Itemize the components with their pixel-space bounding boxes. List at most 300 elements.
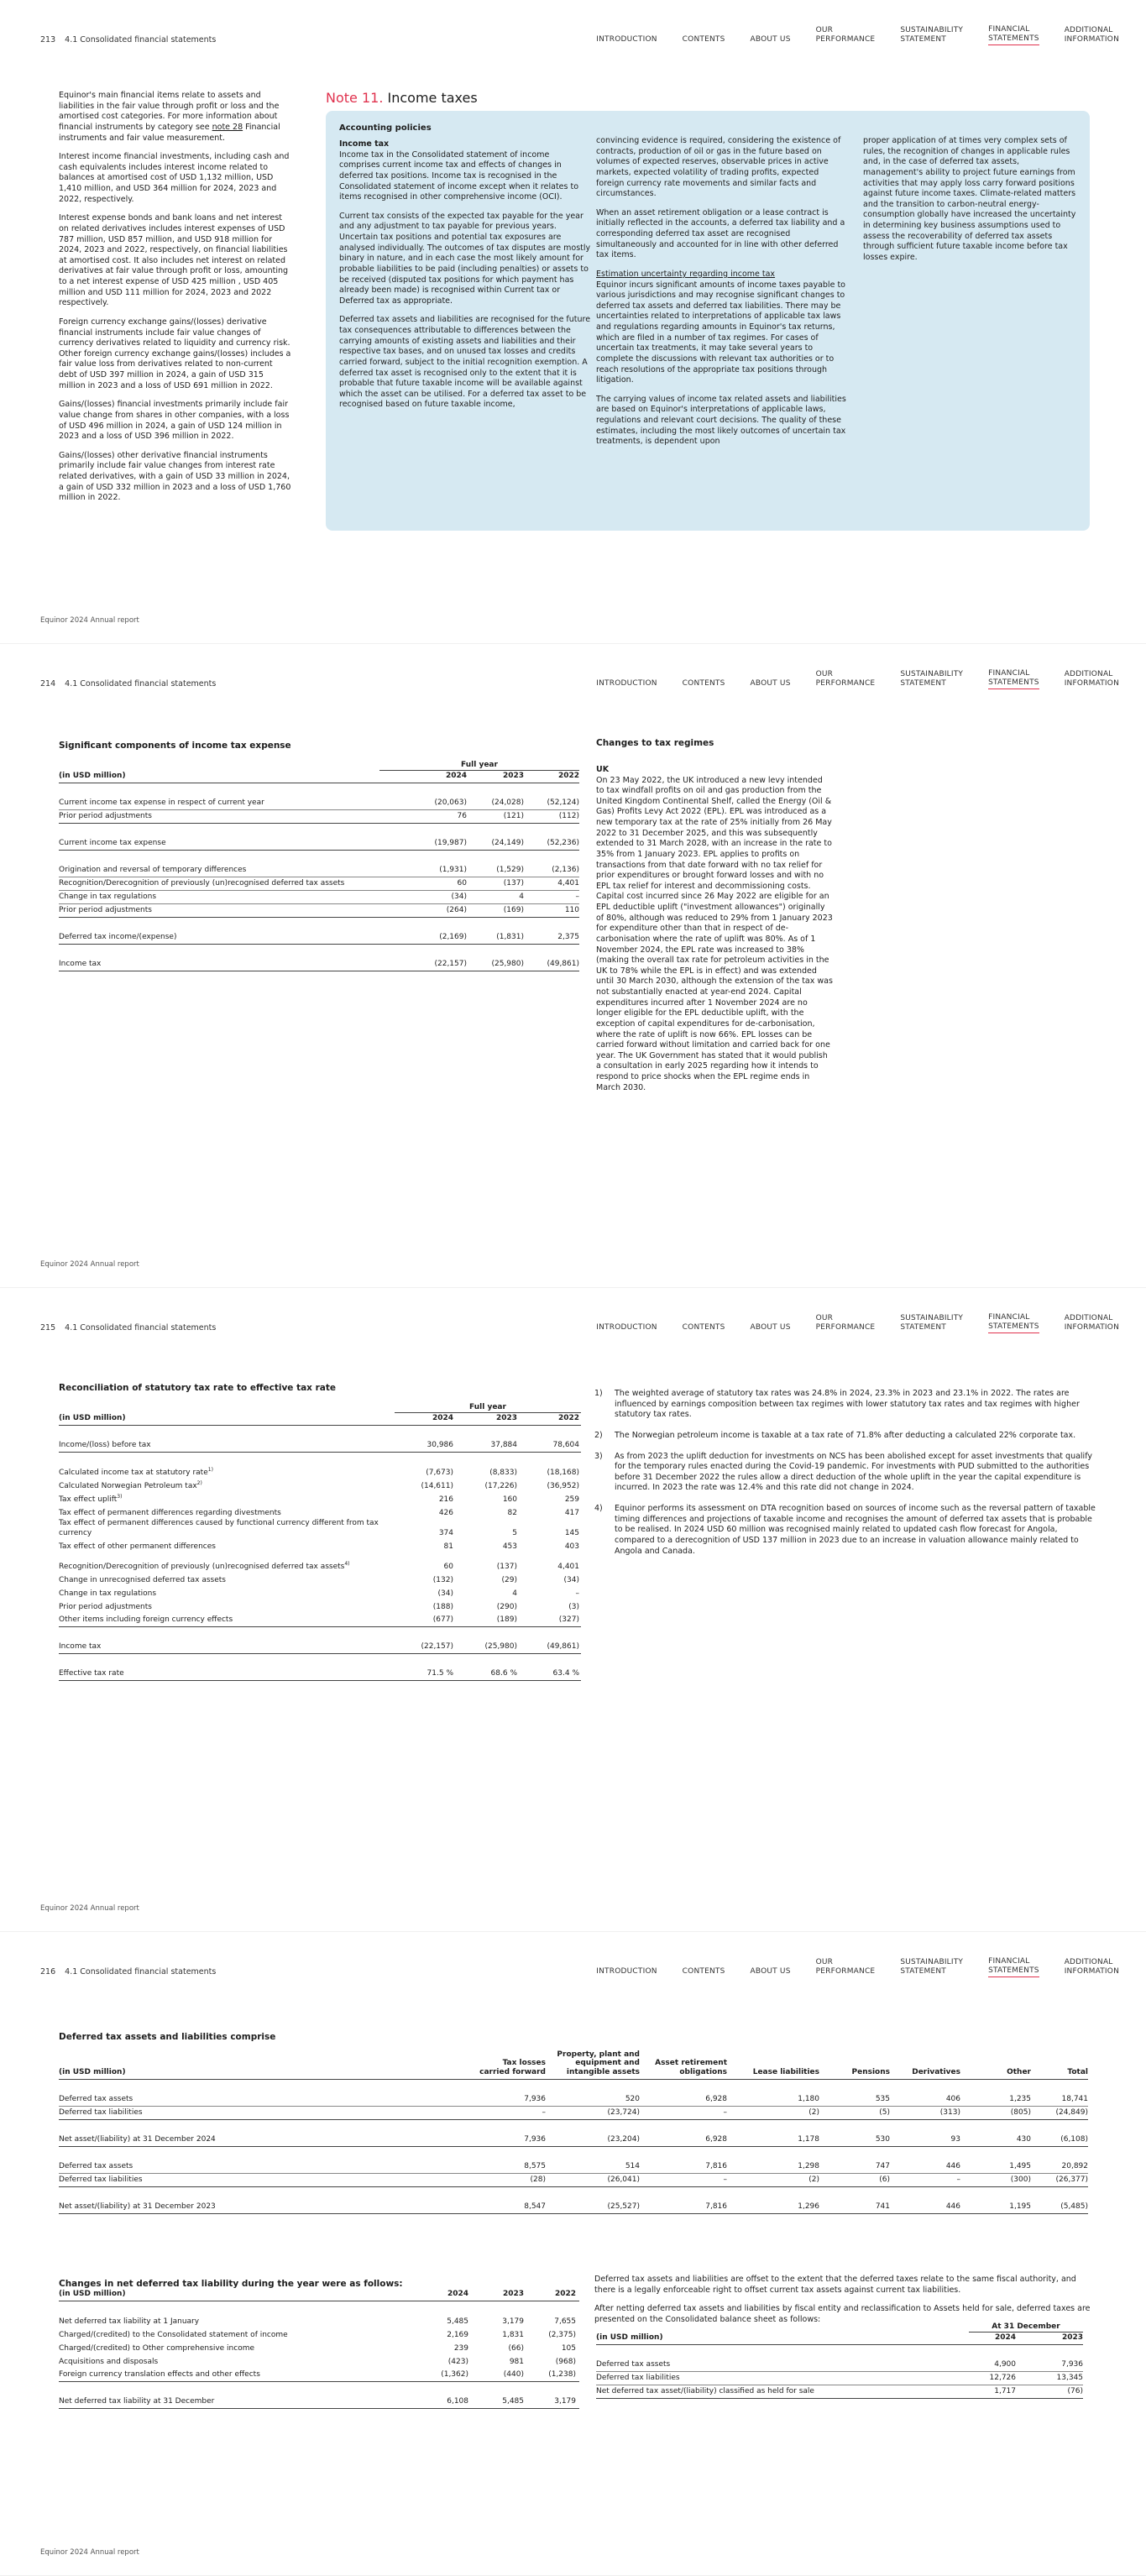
nav-about-us[interactable] [751,35,791,45]
nav-contents[interactable] [683,1967,725,1977]
text-cell: 1,235 [1009,2094,1031,2103]
text-cell: Foreign currency translation effects and other effects [59,2369,260,2379]
nav-additional-information[interactable] [1065,26,1119,45]
paragraph: After netting deferred tax assets and liabilities by fiscal entity and reclassification to Assets held for sale, deferred taxes are presented on the Consolidated balance sheet as follows: [594,2304,1091,2324]
text-cell: 239 [453,2343,468,2353]
paragraph: Interest income financial investments, including cash and cash equivalents includes interest income related to balances at amortised cost of USD 1,132 million, USD 1,410 million, and USD 364 million for 2024, 2023 and 2022, respectively. [59,152,290,204]
nav-introduction[interactable] [596,1967,657,1977]
text-cell: (327) [558,1615,579,1624]
income-tax-subheading: Income tax [339,139,390,149]
nav-contents[interactable] [683,679,725,689]
table-row [59,1540,581,1553]
text-cell: 4 [512,1589,517,1598]
text-cell: (2,136) [552,865,579,874]
table-header-row [59,770,579,783]
table-header-row [59,2045,1088,2080]
text-cell: 60 [443,1562,453,1571]
text-cell: Property, plant and [557,2050,640,2059]
text-cell: Financial instruments and fair value measurement. [59,122,280,143]
text-cell: 2023 [502,771,524,780]
text-cell: equipment and [575,2059,640,2068]
table-row [59,797,579,810]
section-name: 4.1 Consolidated financial statements [65,679,217,689]
text-cell: 535 [875,2094,890,2103]
page-header [0,1312,1146,1337]
page-header [0,24,1146,49]
text-cell: Net asset/(liability) at 31 December 2024 [59,2134,216,2144]
text-cell: (25,980) [491,959,524,968]
text-cell: 406 [945,2094,960,2103]
text-cell: (677) [432,1615,453,1624]
text-cell: 453 [502,1542,517,1551]
nav-our-performance[interactable] [816,670,876,689]
nav-about-us[interactable] [751,1323,791,1333]
text-cell: 417 [564,1508,579,1517]
text-cell: 7,655 [554,2317,576,2326]
tax-regimes-title: Changes to tax regimes [596,738,714,748]
text-cell: – [723,2107,727,2117]
nav-about-us[interactable] [751,679,791,689]
text-cell: (22,157) [434,959,467,968]
offset-text [594,2275,1096,2326]
text-cell: 446 [945,2161,960,2170]
full-year-header: Full year [379,760,579,771]
paragraph: Gains/(losses) other derivative financial instruments primarily include fair value changes from interest rate related derivatives, with a gain of USD 33 million in 2024, a gain of USD 332 million in 2023 and a loss of USD 1,760 million in 2022. [59,450,291,503]
text-cell: Deferred tax income/(expense) [59,932,177,941]
text-cell: 430 [1016,2134,1031,2144]
left-text-column [59,91,292,512]
text-cell: 2023 [1061,2333,1083,2342]
text-cell: 426 [438,1508,453,1517]
text-cell: (29) [501,1575,517,1584]
text-cell: 4,401 [557,1562,579,1571]
nav-introduction[interactable] [596,35,657,45]
text-cell: Acquisitions and disposals [59,2357,159,2366]
text-cell: (23,204) [607,2134,640,2144]
table-row [59,2355,579,2369]
table-title: Reconciliation of statutory tax rate to effective tax rate [59,1383,337,1393]
text-cell: (18,168) [547,1468,579,1477]
text-cell: (5) [879,2107,890,2117]
text-cell: 2,169 [447,2330,468,2339]
text-cell: (34) [563,1575,579,1584]
nav-sustainability-statement[interactable] [900,26,963,45]
text-cell: 4,401 [557,878,579,887]
text-cell: 5,485 [447,2317,468,2326]
text-cell: 2022 [557,771,579,780]
text-cell: INFORMATION [1064,1966,1119,1976]
text-cell: 1,495 [1009,2161,1031,2170]
page-213 [0,0,1146,644]
text-cell: 2024 [432,1413,453,1422]
at-31-december-header: At 31 December [969,2322,1083,2333]
text-cell: Change in tax regulations [59,892,157,901]
text-cell: FINANCIAL [988,1313,1030,1322]
table-row [59,1614,581,1627]
nav-introduction[interactable] [596,1323,657,1333]
page-214 [0,644,1146,1288]
text-cell: 1,180 [798,2094,819,2103]
text-cell: Prior period adjustments [59,1602,152,1611]
text-cell: 4,900 [994,2359,1016,2369]
text-cell: Current income tax expense [59,838,166,847]
tax-regimes-section [596,738,833,1093]
text-cell: (169) [503,905,524,914]
text-cell: 446 [945,2202,960,2211]
table-header-row [59,2288,579,2301]
text-cell: (34) [437,1589,453,1598]
table-row [59,864,579,877]
text-cell: – [575,1589,579,1598]
text-cell: (968) [555,2357,576,2366]
header-breadcrumb [40,1323,216,1334]
text-cell: 747 [875,2161,890,2170]
text-cell: (1,831) [496,932,524,941]
table-row [59,1600,581,1614]
nav-our-performance[interactable] [816,26,876,45]
nav-additional-information[interactable] [1065,670,1119,689]
nav-introduction[interactable] [596,679,657,689]
uk-paragraph: On 23 May 2022, the UK introduced a new levy intended to tax windfall profits on oil and gas production from the United Kingdom Continental Shelf, called the Energy (Oil & Gas) Profits Levy Act 2022 (EPL). EPL was introduced as a new temporary tax at the rate of 25% initially from 26 May 2022 to 31 December 2025, and this was subsequently extended to 31 March 2028, with an increase in the rate to 35% from 1 January 2023. EPL applies to profits on transactions from that date forward with no tax relief for prior expenditures or brought forward losses and with no EPL tax relief for interest and decommissioning costs. Capital cost incurred since 26 May 2022 are eligible for an EPL deductible uplift ("investment allowances") originally of 80%, although was reduced to 29% from 1 January 2023 for expenditure other than that in respect of de-carbonisation where the rate of uplift was 80%. As of 1 November 2024, the EPL rate was increased to 38% (making the overall tax rate for petroleum activities in the UK to 78% while the EPL is in effect) and was extended until 30 March 2030, although the extension of the tax was not substantially enacted at year-end 2024. Capital expenditures incurred after 1 November 2024 are no longer eligible for the EPL deductible uplift, with the exception of capital expenditures for de-carbonisation, where the rate of uplift is now 66%. EPL losses can be carried forward without limitation and carried back for one year. The UK Government has stated that it would publish a consultation in early 2025 regarding how it intends to respond to price shocks when the EPL regime ends in March 2030. [596,775,833,1092]
text-cell: Income tax [59,1641,102,1651]
text-cell: STATEMENT [900,34,946,44]
text-cell: 110 [564,905,579,914]
changes-title: Changes in net deferred tax liability during the year were as follows: [59,2279,403,2289]
text-cell: Deferred tax assets [596,2359,671,2369]
text-cell: STATEMENTS [988,1322,1039,1331]
text-cell: (19,987) [434,838,467,847]
text-cell: Origination and reversal of temporary differences [59,865,247,874]
text-cell: (805) [1010,2107,1031,2117]
text-cell: (22,157) [421,1641,453,1651]
table-row [59,1493,581,1506]
text-cell: Other items including foreign currency effects [59,1615,233,1624]
text-cell: STATEMENT [900,1322,946,1332]
text-cell: (1,238) [548,2369,576,2379]
text-cell: INTRODUCTION [596,1322,657,1332]
text-cell: (8,833) [489,1468,517,1477]
text-cell: (26,041) [607,2175,640,2184]
accounting-policies-box [326,111,1090,531]
paragraph: Income tax in the Consolidated statement of income comprises current income tax and effects of changes in deferred tax positions. Income tax is recognised in the Consolidated statement of income except when it relates to items recognised in other comprehensive income (OCI). [339,149,579,202]
text-cell: (5,485) [1060,2202,1088,2211]
text-cell: Prior period adjustments [59,905,152,914]
text-cell: intangible assets [566,2068,640,2077]
text-cell: Deferred tax assets [59,2161,133,2170]
text-cell: (26,377) [1055,2175,1088,2184]
text-cell: (2,169) [439,932,467,941]
text-cell: Net deferred tax liability at 31 December [59,2396,215,2406]
text-cell: Deferred tax assets [59,2094,133,2103]
table-row [59,2174,1088,2187]
text-cell: 8,547 [524,2202,546,2211]
text-cell: 5,485 [502,2396,524,2406]
text-cell: 68.6 % [490,1668,517,1678]
section-name: 4.1 Consolidated financial statements [65,1967,217,1977]
text-cell: 1) [207,1466,213,1473]
text-cell: FINANCIAL [988,25,1030,34]
paragraph: Foreign currency exchange gains/(losses) derivative financial instruments include fair value changes of currency derivatives related to liquidity and currency risk. Other foreign currency exchange gains/(losses) includes a fair value loss from derivatives related to non-current debt of USD 397 million in 2024, a gain of USD 315 million in 2023 and a loss of USD 691 million in 2022. [59,317,291,390]
text-cell: Calculated income tax at statutory rate [59,1468,208,1477]
text-cell: 2024 [447,2289,468,2298]
paragraph: Gains/(losses) financial investments primarily include fair value change from shares in other companies, with a loss of USD 496 million in 2024, a gain of USD 124 million in 2023 and a loss of USD 396 million in 2022. [59,400,290,442]
text-cell: (66) [508,2343,524,2353]
text-cell: (440) [503,2369,524,2379]
text-cell: 3,179 [502,2317,524,2326]
text-cell: 63.4 % [552,1668,579,1678]
text-cell: (2,375) [548,2330,576,2339]
text-cell: OUR [815,1314,834,1323]
text-cell: 981 [509,2357,524,2366]
text-cell: (24,849) [1055,2107,1088,2117]
paragraph: Deferred tax assets and liabilities are recognised for the future tax consequences attributable to differences between the carrying amounts of existing assets and liabilities and their respective tax bases, and on unused tax losses and credits carried forward, subject to the initial recognition exemption. A deferred tax asset is recognised only to the extent that it is probable that future taxable income will be available against which the asset can be utilised. For a deferred tax asset to be recognised based on future taxable income, [339,315,591,410]
nav-sustainability-statement[interactable] [900,1958,963,1977]
text-cell: 7,816 [705,2161,727,2170]
text-cell: STATEMENT [900,678,946,688]
paragraph: When an asset retirement obligation or a lease contract is initially reflected in the accounts, a deferred tax liability and a corresponding deferred tax asset are recognised simultaneously and accounted for in line with other deferred tax items. [596,207,845,260]
text-cell: Total [1067,2068,1088,2077]
nav-additional-information[interactable] [1065,1958,1119,1977]
table-row [59,2160,1088,2174]
text-cell: 4) [344,1560,350,1567]
nav-financial-statements[interactable] [988,1313,1039,1333]
table-row [59,891,579,904]
nav-about-us[interactable] [751,1967,791,1977]
footnote [594,1452,1098,1495]
text-cell: (20,063) [434,798,467,807]
tax-rate-reconciliation-table [59,1412,581,1681]
text-cell: Derivatives [912,2068,960,2077]
text-cell: Net deferred tax asset/(liability) classified as held for sale [596,2386,814,2395]
text-cell: PERFORMANCE [815,1322,876,1332]
table-row [59,1439,581,1453]
text-cell: Deferred tax liabilities [596,2373,680,2382]
text-cell: 145 [564,1528,579,1537]
text-cell: (2) [808,2107,819,2117]
table-title: Significant components of income tax expense [59,741,291,751]
text-cell: 4 [519,892,524,901]
text-cell: Recognition/Derecognition of previously (un)recognised deferred tax assets [59,1562,345,1571]
text-cell: CONTENTS [682,678,725,688]
table-row-effective-rate [59,1668,581,1681]
text-cell: Income tax [59,959,102,968]
text-cell: 1,178 [798,2134,819,2144]
table-row [59,904,579,918]
text-cell: (264) [446,905,467,914]
text-cell: (300) [1010,2175,1031,2184]
nav-financial-statements[interactable] [988,1957,1039,1977]
text-cell: Net deferred tax liability at 1 January [59,2317,200,2326]
text-cell: 3) [117,1493,123,1500]
section-name: 4.1 Consolidated financial statements [65,35,217,45]
text-cell: Charged/(credited) to Other comprehensive income [59,2343,255,2353]
text-cell: 2) [594,1430,603,1440]
table-row [596,2372,1083,2385]
table-row [59,1479,581,1493]
text-cell: 2,375 [557,932,579,941]
text-cell: 78,604 [552,1440,579,1449]
paragraph [59,91,292,144]
paragraph: proper application of at times very complex sets of rules, the recognition of changes in applicable rules and, in the case of deferred tax assets, management's ability to project future earnings from activities that may apply loss carry forward positions against future income taxes. Climate-related matters and the transition to carbon-neutral energy-consumption globally have increased the uncertainty in determining key business assumptions used to assess the recoverability of deferred tax assets through sufficient future taxable income before tax losses expire. [863,136,1076,262]
page-number: 214 [40,679,56,689]
text-cell: 7,936 [524,2134,546,2144]
table-header-row [59,1412,581,1426]
text-cell: 1,831 [502,2330,524,2339]
text-cell: Prior period adjustments [59,811,152,820]
footnote [594,1504,1098,1557]
text-cell: ABOUT US [750,1966,791,1976]
text-cell: (137) [496,1562,517,1571]
text-cell: Tax losses [502,2059,546,2068]
text-cell: 7,816 [705,2202,727,2211]
footer: Equinor 2024 Annual report [40,616,139,625]
text-cell: 741 [875,2202,890,2211]
balance-sheet-table [596,2332,1083,2399]
footnote [594,1431,1098,1442]
text-cell: The Norwegian petroleum income is taxable at a tax rate of 71.8% after deducting a calculated 22% corporate tax. [615,1430,1076,1440]
footer: Equinor 2024 Annual report [40,1904,139,1913]
table-row [59,2328,579,2342]
table-row [59,837,579,851]
table-title: Deferred tax assets and liabilities comprise [59,2032,276,2042]
text-cell: Effective tax rate [59,1668,124,1678]
page-number: 213 [40,35,56,45]
nav-our-performance[interactable] [816,1314,876,1333]
text-cell: (52,124) [547,798,579,807]
text-cell: 81 [443,1542,453,1551]
text-cell: 514 [625,2161,640,2170]
text-cell: 2022 [554,2289,576,2298]
table-row [59,2315,579,2328]
note-28-link[interactable]: note 28 [212,122,243,132]
page-216 [0,1932,1146,2576]
text-cell: Net asset/(liability) at 31 December 2023 [59,2202,216,2211]
text-cell: obligations [679,2068,727,2077]
text-cell: Calculated Norwegian Petroleum tax [59,1481,197,1490]
deferred-tax-table [59,2045,1088,2214]
table-header-row [596,2332,1083,2345]
text-cell: INFORMATION [1064,1322,1119,1332]
nav-financial-statements[interactable] [988,25,1039,45]
text-cell: (in USD million) [59,1413,126,1422]
text-cell: Other [1007,2068,1031,2077]
text-cell: 6,928 [705,2094,727,2103]
text-cell: Tax effect uplift [59,1495,118,1504]
text-cell: ADDITIONAL [1064,26,1113,35]
table-row [596,2359,1083,2372]
text-cell: 3) [594,1451,603,1461]
text-cell: (188) [432,1602,453,1611]
text-cell: 30,986 [426,1440,453,1449]
nav-sustainability-statement[interactable] [900,670,963,689]
text-cell: (189) [496,1615,517,1624]
nav-contents[interactable] [683,35,725,45]
text-cell: STATEMENTS [988,1966,1039,1975]
text-cell: (423) [447,2357,468,2366]
text-cell: ADDITIONAL [1064,1314,1113,1323]
text-cell: (6,108) [1060,2134,1088,2144]
text-cell: (14,611) [421,1481,453,1490]
text-cell: 403 [564,1542,579,1551]
text-cell: 13,345 [1056,2373,1083,2382]
header-breadcrumb [40,679,216,690]
table-row-total [59,1641,581,1654]
text-cell: Equinor performs its assessment on DTA recognition based on sources of income such as the reversal pattern of taxable timing differences and projections of taxable income and recognises the amount of deferred tax assets that is probable to be realised. In 2024 USD 60 million was recognised mainly related to updated cash flow forecast for Angola, compared to a derecognition of USD 137 million in 2023 due to an increase in valuation allowance mainly related to Angola and Canada. [615,1504,1096,1556]
text-cell: INTRODUCTION [596,678,657,688]
text-cell: 530 [875,2134,890,2144]
text-cell: 1,717 [994,2386,1016,2395]
nav-additional-information[interactable] [1065,1314,1119,1333]
table-row [59,1587,581,1600]
note-name: Income taxes [383,90,478,106]
footer: Equinor 2024 Annual report [40,1260,139,1269]
text-cell: FINANCIAL [988,669,1030,678]
table-row-net-2023 [59,2201,1088,2214]
text-cell: FINANCIAL [988,1957,1030,1966]
nav-financial-statements[interactable] [988,669,1039,689]
estimation-uncertainty-subheading: Estimation uncertainty regarding income tax [596,269,776,279]
table-row [59,877,579,891]
text-cell: (121) [503,811,524,820]
nav-sustainability-statement[interactable] [900,1314,963,1333]
text-cell: Income/(loss) before tax [59,1440,151,1449]
text-cell: 2024 [994,2333,1016,2342]
policy-column-1 [339,139,591,419]
text-cell: STATEMENTS [988,678,1039,687]
text-cell: Change in unrecognised deferred tax assets [59,1575,226,1584]
text-cell: Tax effect of permanent differences regarding divestments [59,1508,281,1517]
text-cell: ADDITIONAL [1064,1958,1113,1967]
text-cell: Deferred tax liabilities [59,2175,143,2184]
text-cell: 2024 [445,771,467,780]
text-cell: – [723,2175,727,2184]
top-nav [571,1312,1119,1333]
text-cell: 12,726 [989,2373,1016,2382]
paragraph: Current tax consists of the expected tax payable for the year and any adjustment to tax payable for previous years. Uncertain tax positions and potential tax exposures are analysed individually. The outcomes of tax disputes are mostly binary in nature, and in each case the most likely amount for probable liabilities to be paid (including penalties) or assets to be received (disputed tax positions for which payment has already been made) is recognised within Current tax or Deferred tax as appropriate. [339,211,591,306]
text-cell: 1) [594,1389,603,1398]
text-cell: Lease liabilities [752,2068,819,2077]
text-cell: Tax effect of other permanent differences [59,1542,216,1551]
text-cell: (1,529) [496,865,524,874]
text-cell: 216 [438,1495,453,1504]
text-cell: (6) [879,2175,890,2184]
text-cell: Current income tax expense in respect of current year [59,798,264,807]
text-cell: – [542,2107,546,2117]
section-name: 4.1 Consolidated financial statements [65,1323,217,1333]
full-year-header: Full year [395,1402,581,1413]
text-cell: (3) [568,1602,579,1611]
text-cell: ABOUT US [750,1322,791,1332]
text-cell: Tax effect of permanent differences caused by functional currency different from tax currency [59,1518,379,1537]
top-nav [571,24,1119,45]
table-row-total [59,2395,579,2409]
nav-our-performance[interactable] [816,1958,876,1977]
text-cell: 520 [625,2094,640,2103]
text-cell: Pensions [851,2068,890,2077]
page-header [0,1956,1146,1981]
text-cell: (112) [558,811,579,820]
text-cell: CONTENTS [682,1322,725,1332]
text-cell: 2023 [502,2289,524,2298]
text-cell: Recognition/Derecognition of previously (un)recognised deferred tax assets [59,878,345,887]
nav-contents[interactable] [683,1323,725,1333]
text-cell: (52,236) [547,838,579,847]
text-cell: As from 2023 the uplift deduction for investments on NCS has been abolished except for asset investments that qualify for the temporary rules enacted during the Covid-19 pandemic. For investments with PUD submitted to the authorities before 31 December 2022 the rules allow a direct deduction of the whole uplift in the year the capital expenditure is incurred. In 2023 the rate was 12.4% and this rate did not change in 2024. [615,1451,1092,1493]
text-cell: OUR [815,26,834,35]
table-row [596,2385,1083,2399]
text-cell: (28) [530,2175,546,2184]
text-cell: 37,884 [490,1440,517,1449]
